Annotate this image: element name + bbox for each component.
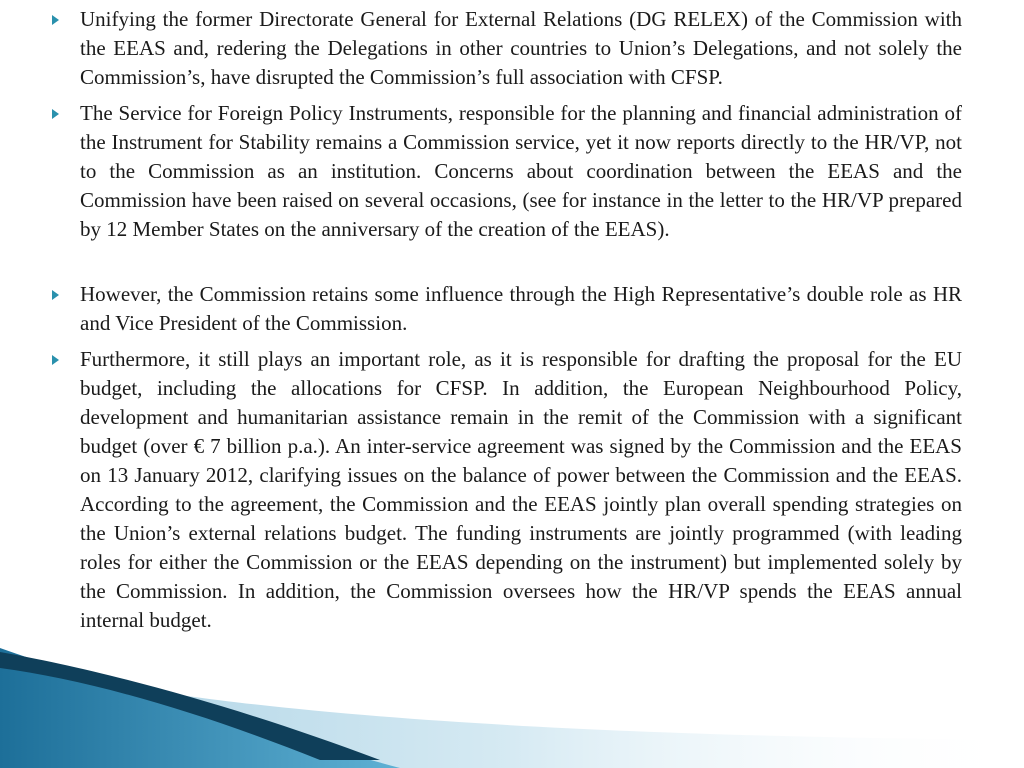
bullet-text: However, the Commission retains some influence through the High Representative’s double role as HR and Vice President of the Commission. bbox=[80, 282, 962, 335]
triangle-right-icon bbox=[52, 355, 59, 365]
triangle-right-icon bbox=[52, 290, 59, 300]
bullet-list bbox=[48, 5, 962, 642]
bullet-text: The Service for Foreign Policy Instruments, responsible for the planning and financial administration of the Instrument for Stability remains a Commission service, yet it now reports directly to the HR/VP, not to the Commission as an institution. Concerns about coordination between the EEAS and the Commission have been raised on several occasions, (see for instance in the letter to the HR/VP prepared by 12 Member States on the anniversary of the creation of the EEAS). bbox=[80, 101, 962, 241]
bullet-text: Unifying the former Directorate General for External Relations (DG RELEX) of the Commission with the EEAS and, redering the Delegations in other countries to Union’s Delegations, and not solely the Commission’s, have disrupted the Commission’s full association with CFSP. bbox=[80, 7, 962, 89]
bullet-item bbox=[48, 99, 962, 244]
triangle-right-icon bbox=[52, 15, 59, 25]
triangle-right-icon bbox=[52, 109, 59, 119]
bullet-item bbox=[48, 5, 962, 92]
bullet-item bbox=[48, 345, 962, 635]
bullet-item bbox=[48, 280, 962, 338]
bullet-text: Furthermore, it still plays an important role, as it is responsible for drafting the proposal for the EU budget, including the allocations for CFSP. In addition, the European Neighbourhood Policy, development and humanitarian assistance remain in the remit of the Commission with a significant budget (over € 7 billion p.a.). An inter-service agreement was signed by the Commission and the EEAS on 13 January 2012, clarifying issues on the balance of power between the Commission and the EEAS. According to the agreement, the Commission and the EEAS jointly plan overall spending strategies on the Union’s external relations budget. The funding instruments are jointly programmed (with leading roles for either the Commission or the EEAS depending on the instrument) but implemented solely by the Commission. In addition, the Commission oversees how the HR/VP spends the EEAS annual internal budget. bbox=[80, 347, 962, 632]
